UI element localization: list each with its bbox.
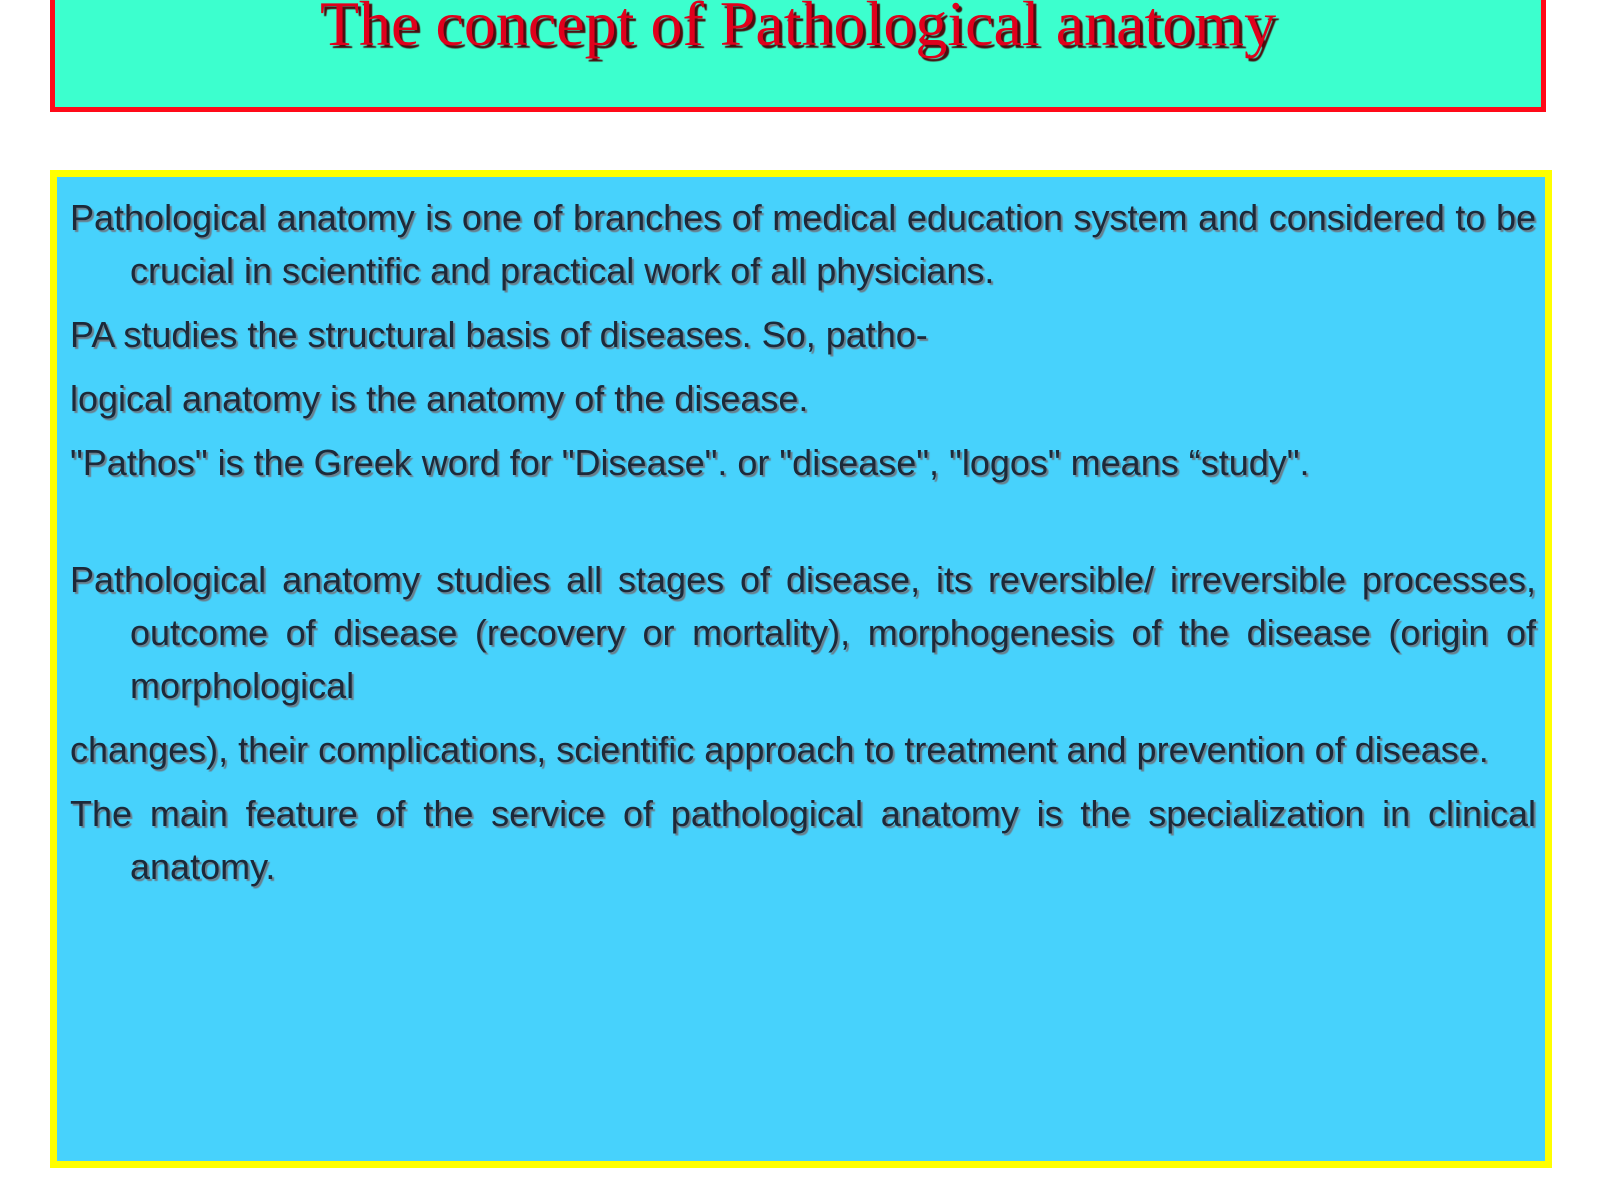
content-box — [50, 170, 1552, 1168]
paragraph-structural-basis: PA studies the structural basis of diseases. So, patho- — [70, 314, 928, 355]
paragraph-main-feature: The main feature of the service of pathological anatomy is the specialization in clinical anatomy. — [70, 793, 1536, 887]
content-text — [70, 191, 1536, 904]
slide-title: The concept of Pathological anatomy — [319, 0, 1277, 59]
spacer — [70, 500, 1536, 553]
paragraph-anatomy-of-disease: logical anatomy is the anatomy of the disease. — [70, 378, 809, 419]
paragraph-definition: Pathological anatomy is one of branches of medical education system and considered to be crucial in scientific and practical work of all physicians. — [70, 197, 1536, 291]
paragraph-etymology: "Pathos" is the Greek word for "Disease". or "disease", "logos" means “study". — [70, 442, 1310, 483]
paragraph-stages: Pathological anatomy studies all stages of disease, its reversible/ irreversible processes, outcome of disease (recovery or mortality), morphogenesis of the disease (origin of morphological — [70, 559, 1536, 706]
paragraph-complications: changes), their complications, scientific approach to treatment and prevention of disease. — [70, 729, 1489, 770]
title-box — [50, 0, 1546, 112]
